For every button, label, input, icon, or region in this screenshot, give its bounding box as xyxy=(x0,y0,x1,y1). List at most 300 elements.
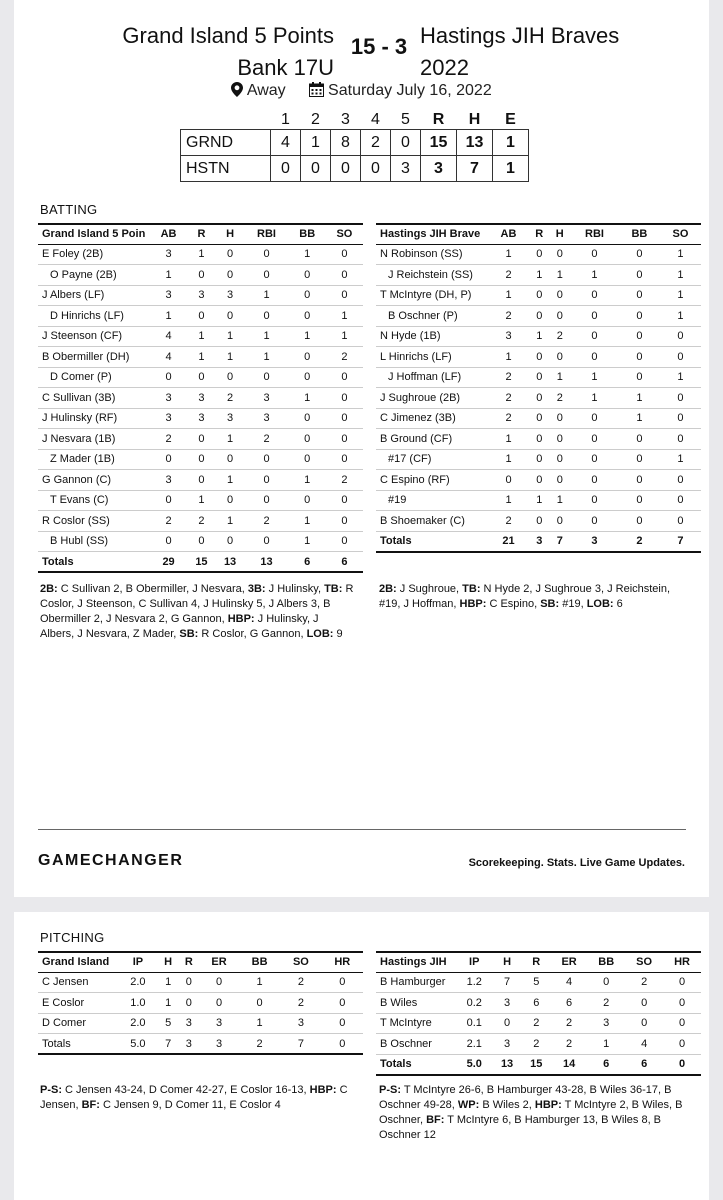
home-batting-note-value: C Espino, xyxy=(486,598,541,610)
box-score-page-1 xyxy=(14,0,709,897)
home-batting-col-header: RBI xyxy=(570,224,619,244)
away-batting-stat: 3 xyxy=(150,408,187,429)
away-pitching-stat: 2.0 xyxy=(118,972,158,993)
home-batting-stat: 0 xyxy=(529,347,550,368)
inning-header: 2 xyxy=(311,111,320,128)
home-batting-stat: 0 xyxy=(550,429,571,450)
away-batting-player-row xyxy=(38,347,363,368)
away-pitching-stat: 0 xyxy=(199,993,239,1014)
home-batting-table xyxy=(376,223,701,553)
home-pitching-stat: 3 xyxy=(492,1034,521,1055)
away-pitching-header-row xyxy=(38,952,363,972)
home-pitching-player-row xyxy=(376,993,701,1014)
home-pitching-header-row xyxy=(376,952,701,972)
away-batting-player-row xyxy=(38,306,363,327)
home-batting-stat: 1 xyxy=(570,367,619,388)
linescore-total: 15 xyxy=(421,130,457,156)
home-batting-stat: 3 xyxy=(488,326,529,347)
away-batting-note-value: R Coslor, G Gannon, xyxy=(198,628,307,640)
home-batting-total: 21 xyxy=(488,531,529,552)
away-pitching-col-header: ER xyxy=(199,952,239,972)
away-batting-stat: 1 xyxy=(289,244,326,265)
home-pitching-stat: 0 xyxy=(492,1013,521,1034)
linescore-total: 3 xyxy=(421,156,457,182)
away-batting-player-row xyxy=(38,326,363,347)
away-batting-stat: 0 xyxy=(150,531,187,552)
home-pitching-note-key: BF: xyxy=(426,1114,445,1126)
home-batting-player-name: L Hinrichs (LF) xyxy=(376,347,488,368)
away-batting-stat: 0 xyxy=(244,490,288,511)
away-batting-stat: 0 xyxy=(289,285,326,306)
home-batting-player-row xyxy=(376,388,701,409)
away-batting-stat: 0 xyxy=(289,367,326,388)
away-batting-player-row xyxy=(38,449,363,470)
away-pitching-stat: 0 xyxy=(199,972,239,993)
home-batting-stat: 2 xyxy=(488,265,529,286)
away-batting-totals-row xyxy=(38,552,363,573)
away-batting-stat: 3 xyxy=(150,244,187,265)
home-batting-stat: 0 xyxy=(529,306,550,327)
home-batting-stat: 1 xyxy=(660,306,701,327)
home-batting-stat: 2 xyxy=(488,306,529,327)
home-batting-player-name: B Ground (CF) xyxy=(376,429,488,450)
away-batting-stat: 0 xyxy=(244,265,288,286)
home-pitching-note-value: B Wiles 2, xyxy=(479,1099,535,1111)
home-pitching-stat: 0 xyxy=(587,972,625,993)
linescore-team: HSTN xyxy=(181,156,271,182)
away-batting-stat: 0 xyxy=(216,449,245,470)
away-batting-player-name: T Evans (C) xyxy=(38,490,150,511)
away-batting-player-name: J Albers (LF) xyxy=(38,285,150,306)
away-batting-player-row xyxy=(38,470,363,491)
home-pitching-total: 5.0 xyxy=(456,1054,492,1075)
home-batting-player-name: J Reichstein (SS) xyxy=(376,265,488,286)
footer-tagline: Scorekeeping. Stats. Live Game Updates. xyxy=(468,857,685,869)
away-batting-stat: 2 xyxy=(326,347,363,368)
away-batting-stat: 1 xyxy=(326,326,363,347)
away-batting-stat: 4 xyxy=(150,347,187,368)
home-batting-stat: 2 xyxy=(488,367,529,388)
home-pitching-stat: 3 xyxy=(492,993,521,1014)
away-batting-col-header: BB xyxy=(289,224,326,244)
home-pitching-col-header: IP xyxy=(456,952,492,972)
home-batting-total: 7 xyxy=(660,531,701,552)
home-pitching-total: 6 xyxy=(625,1054,663,1075)
total-header: E xyxy=(505,111,516,128)
away-batting-stat: 0 xyxy=(187,429,216,450)
home-batting-stat: 0 xyxy=(529,429,550,450)
home-batting-stat: 0 xyxy=(570,408,619,429)
away-batting-player-row xyxy=(38,490,363,511)
away-batting-stat: 0 xyxy=(326,265,363,286)
away-pitching-col-header: R xyxy=(178,952,199,972)
away-pitching-stat: 0 xyxy=(178,993,199,1014)
away-batting-stat: 0 xyxy=(187,449,216,470)
home-batting-totals-row xyxy=(376,531,701,552)
total-header: R xyxy=(432,111,445,128)
home-batting-stat: 1 xyxy=(660,265,701,286)
away-batting-col-header: SO xyxy=(326,224,363,244)
footer-divider xyxy=(38,829,686,830)
away-batting-note-value: J Hulinsky, J Albers, J Nesvara, Z Mader, xyxy=(40,613,319,640)
away-batting-player-name: O Payne (2B) xyxy=(38,265,150,286)
home-batting-note-key: HBP: xyxy=(459,598,487,610)
away-batting-player-name: D Hinrichs (LF) xyxy=(38,306,150,327)
home-batting-stat: 1 xyxy=(660,449,701,470)
home-batting-stat: 1 xyxy=(619,388,660,409)
away-batting-stat: 0 xyxy=(289,408,326,429)
home-batting-player-row xyxy=(376,490,701,511)
away-batting-player-row xyxy=(38,408,363,429)
home-pitching-stat: 0 xyxy=(663,972,701,993)
home-batting-col-header: BB xyxy=(619,224,660,244)
away-batting-note-key: SB: xyxy=(179,628,199,640)
home-batting-stat: 0 xyxy=(570,244,619,265)
away-batting-stat: 3 xyxy=(187,388,216,409)
home-batting-col-header: SO xyxy=(660,224,701,244)
home-pitching-stat: 2 xyxy=(551,1034,587,1055)
linescore-total: 1 xyxy=(493,156,529,182)
home-batting-player-row xyxy=(376,306,701,327)
home-pitching-note-key: WP: xyxy=(457,1099,480,1111)
home-team-line2: 2022 xyxy=(420,55,469,80)
linescore-team: GRND xyxy=(181,130,271,156)
home-batting-stat: 0 xyxy=(619,367,660,388)
home-pitching-total: 6 xyxy=(587,1054,625,1075)
home-batting-stat: 0 xyxy=(619,326,660,347)
away-batting-stat: 3 xyxy=(187,285,216,306)
away-pitching-note-key: P-S: xyxy=(40,1084,62,1096)
home-batting-stat: 0 xyxy=(529,367,550,388)
away-batting-stat: 3 xyxy=(187,408,216,429)
away-batting-stat: 1 xyxy=(326,306,363,327)
away-batting-stat: 1 xyxy=(150,265,187,286)
home-pitching-stat: 0 xyxy=(625,993,663,1014)
away-batting-note-key: 2B: xyxy=(40,583,58,595)
home-batting-stat: 1 xyxy=(488,285,529,306)
away-batting-stat: 1 xyxy=(244,285,288,306)
home-pitching-note-key: P-S: xyxy=(379,1084,401,1096)
map-pin-icon xyxy=(231,82,243,102)
home-batting-stat: 0 xyxy=(619,285,660,306)
away-pitching-totals-row xyxy=(38,1034,363,1055)
home-pitching-player-name: B Hamburger xyxy=(376,972,456,993)
total-header: H xyxy=(468,111,481,128)
away-pitching-note-value: C Jensen 43-24, D Comer 42-27, E Coslor 16-13, xyxy=(62,1084,310,1096)
away-batting-stat: 0 xyxy=(216,490,245,511)
away-pitching-notes xyxy=(40,1083,360,1113)
away-batting-note-value: 9 xyxy=(333,628,343,640)
home-batting-col-header: H xyxy=(550,224,571,244)
final-score: 15 - 3 xyxy=(350,34,408,59)
home-pitching-player-row xyxy=(376,1013,701,1034)
away-batting-player-name: B Hubl (SS) xyxy=(38,531,150,552)
away-batting-stat: 0 xyxy=(150,490,187,511)
away-team-line2: Bank 17U xyxy=(237,55,334,80)
home-batting-stat: 1 xyxy=(619,408,660,429)
away-batting-stat: 1 xyxy=(216,347,245,368)
away-batting-notes xyxy=(40,582,355,642)
away-pitching-stat: 0 xyxy=(239,993,280,1014)
inning-runs: 4 xyxy=(271,130,301,156)
home-pitching-player-row xyxy=(376,972,701,993)
away-batting-player-name: R Coslor (SS) xyxy=(38,511,150,532)
home-batting-stat: 0 xyxy=(619,306,660,327)
away-team-name xyxy=(54,20,334,84)
away-pitching-note-value: C Jensen, xyxy=(40,1084,348,1111)
home-batting-player-row xyxy=(376,326,701,347)
away-pitching-total: 0 xyxy=(322,1034,363,1055)
game-meta xyxy=(14,82,709,102)
home-batting-stat: 1 xyxy=(660,367,701,388)
away-batting-stat: 2 xyxy=(187,511,216,532)
away-batting-total: 6 xyxy=(289,552,326,573)
away-pitching-stat: 1 xyxy=(158,993,179,1014)
home-batting-stat: 0 xyxy=(660,470,701,491)
home-batting-stat: 0 xyxy=(550,347,571,368)
home-pitching-stat: 5 xyxy=(522,972,551,993)
inning-runs: 8 xyxy=(331,130,361,156)
pitching-section-title: PITCHING xyxy=(40,930,105,945)
away-pitching-col-header: H xyxy=(158,952,179,972)
home-batting-player-name: C Jimenez (3B) xyxy=(376,408,488,429)
away-batting-col-header: AB xyxy=(150,224,187,244)
home-batting-stat: 0 xyxy=(619,429,660,450)
away-pitching-stat: 1 xyxy=(239,972,280,993)
game-date: Saturday July 16, 2022 xyxy=(328,82,492,99)
away-batting-stat: 0 xyxy=(326,388,363,409)
home-batting-notes xyxy=(379,582,694,612)
away-batting-stat: 1 xyxy=(289,326,326,347)
calendar-icon xyxy=(309,82,324,102)
away-pitching-stat: 5 xyxy=(158,1013,179,1034)
home-batting-player-name: J Hoffman (LF) xyxy=(376,367,488,388)
away-pitching-stat: 3 xyxy=(280,1013,321,1034)
away-batting-stat: 0 xyxy=(150,449,187,470)
home-batting-stat: 0 xyxy=(550,306,571,327)
away-batting-stat: 3 xyxy=(216,408,245,429)
home-pitching-totals-label: Totals xyxy=(376,1054,456,1075)
home-pitching-col-header: BB xyxy=(587,952,625,972)
away-batting-stat: 2 xyxy=(326,470,363,491)
home-pitching-table xyxy=(376,951,701,1076)
home-pitching-stat: 0.2 xyxy=(456,993,492,1014)
linescore-total: 7 xyxy=(457,156,493,182)
home-batting-stat: 1 xyxy=(550,265,571,286)
home-pitching-stat: 0 xyxy=(625,1013,663,1034)
away-batting-stat: 0 xyxy=(244,367,288,388)
home-batting-player-row xyxy=(376,265,701,286)
away-pitching-col-header: BB xyxy=(239,952,280,972)
away-batting-player-name: G Gannon (C) xyxy=(38,470,150,491)
away-batting-note-key: 3B: xyxy=(247,583,266,595)
away-batting-stat: 0 xyxy=(326,511,363,532)
linescore-total: 1 xyxy=(493,130,529,156)
away-batting-stat: 4 xyxy=(150,326,187,347)
away-batting-stat: 2 xyxy=(216,388,245,409)
home-team-name xyxy=(420,20,710,84)
away-batting-stat: 1 xyxy=(289,511,326,532)
home-pitching-stat: 0 xyxy=(663,1034,701,1055)
away-pitching-stat: 1 xyxy=(158,972,179,993)
home-batting-player-row xyxy=(376,470,701,491)
home-batting-stat: 1 xyxy=(570,265,619,286)
linescore-corner xyxy=(181,111,271,130)
away-batting-player-row xyxy=(38,531,363,552)
away-batting-player-name: C Sullivan (3B) xyxy=(38,388,150,409)
home-batting-stat: 2 xyxy=(488,408,529,429)
home-pitching-stat: 2 xyxy=(625,972,663,993)
away-batting-team-header: Grand Island 5 Poin xyxy=(38,224,150,244)
home-batting-stat: 0 xyxy=(570,511,619,532)
away-batting-total: 6 xyxy=(326,552,363,573)
away-batting-stat: 0 xyxy=(216,367,245,388)
away-batting-stat: 3 xyxy=(244,388,288,409)
away-batting-player-row xyxy=(38,388,363,409)
home-batting-player-row xyxy=(376,367,701,388)
home-batting-stat: 0 xyxy=(550,244,571,265)
home-batting-stat: 0 xyxy=(570,470,619,491)
home-pitching-stat: 0 xyxy=(663,1013,701,1034)
home-pitching-stat: 4 xyxy=(551,972,587,993)
away-batting-stat: 0 xyxy=(244,244,288,265)
away-pitching-table xyxy=(38,951,363,1055)
away-batting-stat: 0 xyxy=(289,347,326,368)
inning-runs: 0 xyxy=(271,156,301,182)
home-batting-stat: 0 xyxy=(570,429,619,450)
home-pitching-note-value: T McIntyre 26-6, B Hamburger 43-28, B Wiles 36-17, B Oschner 49-28, xyxy=(379,1084,672,1111)
away-batting-stat: 0 xyxy=(150,367,187,388)
away-batting-player-name: E Foley (2B) xyxy=(38,244,150,265)
inning-runs: 0 xyxy=(361,156,391,182)
away-pitching-total: 5.0 xyxy=(118,1034,158,1055)
home-batting-stat: 0 xyxy=(619,511,660,532)
home-pitching-notes xyxy=(379,1083,694,1143)
away-batting-stat: 3 xyxy=(244,408,288,429)
home-batting-stat: 0 xyxy=(550,408,571,429)
away-pitching-player-row xyxy=(38,1013,363,1034)
home-batting-stat: 0 xyxy=(660,347,701,368)
away-batting-stat: 0 xyxy=(326,367,363,388)
home-pitching-total: 15 xyxy=(522,1054,551,1075)
linescore-row xyxy=(181,156,529,182)
home-pitching-stat: 2 xyxy=(522,1034,551,1055)
away-pitching-player-name: D Comer xyxy=(38,1013,118,1034)
inning-runs: 2 xyxy=(361,130,391,156)
home-pitching-stat: 3 xyxy=(587,1013,625,1034)
away-batting-stat: 0 xyxy=(289,429,326,450)
home-batting-stat: 0 xyxy=(550,511,571,532)
home-batting-player-row xyxy=(376,285,701,306)
inning-runs: 0 xyxy=(301,156,331,182)
away-batting-stat: 2 xyxy=(150,511,187,532)
away-batting-stat: 1 xyxy=(216,470,245,491)
away-batting-player-name: J Nesvara (1B) xyxy=(38,429,150,450)
home-pitching-total: 0 xyxy=(663,1054,701,1075)
home-batting-player-row xyxy=(376,449,701,470)
home-batting-stat: 2 xyxy=(488,511,529,532)
away-batting-stat: 0 xyxy=(187,367,216,388)
home-pitching-note-key: HBP: xyxy=(534,1099,562,1111)
away-batting-col-header: H xyxy=(216,224,245,244)
box-score-page-2 xyxy=(14,912,709,1200)
away-batting-stat: 1 xyxy=(289,531,326,552)
home-batting-totals-label: Totals xyxy=(376,531,488,552)
home-batting-player-name: J Sughroue (2B) xyxy=(376,388,488,409)
away-pitching-total: 7 xyxy=(280,1034,321,1055)
home-pitching-stat: 2 xyxy=(587,993,625,1014)
home-pitching-stat: 6 xyxy=(522,993,551,1014)
away-pitching-player-name: C Jensen xyxy=(38,972,118,993)
home-pitching-total: 13 xyxy=(492,1054,521,1075)
away-pitching-total: 3 xyxy=(178,1034,199,1055)
away-batting-stat: 0 xyxy=(326,408,363,429)
home-pitching-stat: 1.2 xyxy=(456,972,492,993)
home-pitching-col-header: SO xyxy=(625,952,663,972)
home-batting-player-name: T McIntyre (DH, P) xyxy=(376,285,488,306)
home-pitching-stat: 0.1 xyxy=(456,1013,492,1034)
away-team-line1: Grand Island 5 Points xyxy=(122,23,334,48)
home-pitching-stat: 7 xyxy=(492,972,521,993)
home-batting-stat: 0 xyxy=(660,408,701,429)
home-pitching-player-name: T McIntyre xyxy=(376,1013,456,1034)
home-pitching-player-row xyxy=(376,1034,701,1055)
away-batting-totals-label: Totals xyxy=(38,552,150,573)
home-batting-stat: 1 xyxy=(550,367,571,388)
away-pitching-stat: 1.0 xyxy=(118,993,158,1014)
home-batting-note-value: N Hyde 2, J Sughroue 3, J Reichstein, #19, J Hoffman, xyxy=(379,583,671,610)
home-pitching-col-header: ER xyxy=(551,952,587,972)
away-pitching-stat: 2.0 xyxy=(118,1013,158,1034)
home-pitching-stat: 2 xyxy=(522,1013,551,1034)
home-batting-stat: 1 xyxy=(488,347,529,368)
away-pitching-stat: 0 xyxy=(322,993,363,1014)
home-batting-stat: 0 xyxy=(529,285,550,306)
home-batting-col-header: AB xyxy=(488,224,529,244)
inning-runs: 0 xyxy=(331,156,361,182)
away-batting-stat: 0 xyxy=(187,306,216,327)
linescore-row xyxy=(181,130,529,156)
home-batting-stat: 0 xyxy=(619,265,660,286)
home-batting-player-row xyxy=(376,511,701,532)
away-batting-stat: 1 xyxy=(244,347,288,368)
away-batting-stat: 0 xyxy=(244,449,288,470)
away-batting-stat: 0 xyxy=(244,470,288,491)
linescore-total: 13 xyxy=(457,130,493,156)
home-batting-stat: 0 xyxy=(529,244,550,265)
away-batting-stat: 1 xyxy=(187,326,216,347)
away-pitching-stat: 2 xyxy=(280,993,321,1014)
away-batting-stat: 1 xyxy=(216,326,245,347)
away-pitching-stat: 3 xyxy=(199,1013,239,1034)
away-pitching-team-header: Grand Island xyxy=(38,952,118,972)
away-batting-stat: 1 xyxy=(187,244,216,265)
away-pitching-player-row xyxy=(38,972,363,993)
away-batting-stat: 0 xyxy=(326,531,363,552)
away-batting-total: 13 xyxy=(244,552,288,573)
away-pitching-stat: 2 xyxy=(280,972,321,993)
away-batting-stat: 0 xyxy=(289,265,326,286)
away-batting-player-row xyxy=(38,367,363,388)
home-batting-stat: 0 xyxy=(570,306,619,327)
home-pitching-player-name: B Oschner xyxy=(376,1034,456,1055)
away-batting-stat: 0 xyxy=(216,244,245,265)
away-batting-col-header: RBI xyxy=(244,224,288,244)
home-batting-stat: 0 xyxy=(619,470,660,491)
home-batting-stat: 0 xyxy=(619,347,660,368)
home-pitching-stat: 2.1 xyxy=(456,1034,492,1055)
home-batting-player-name: #19 xyxy=(376,490,488,511)
